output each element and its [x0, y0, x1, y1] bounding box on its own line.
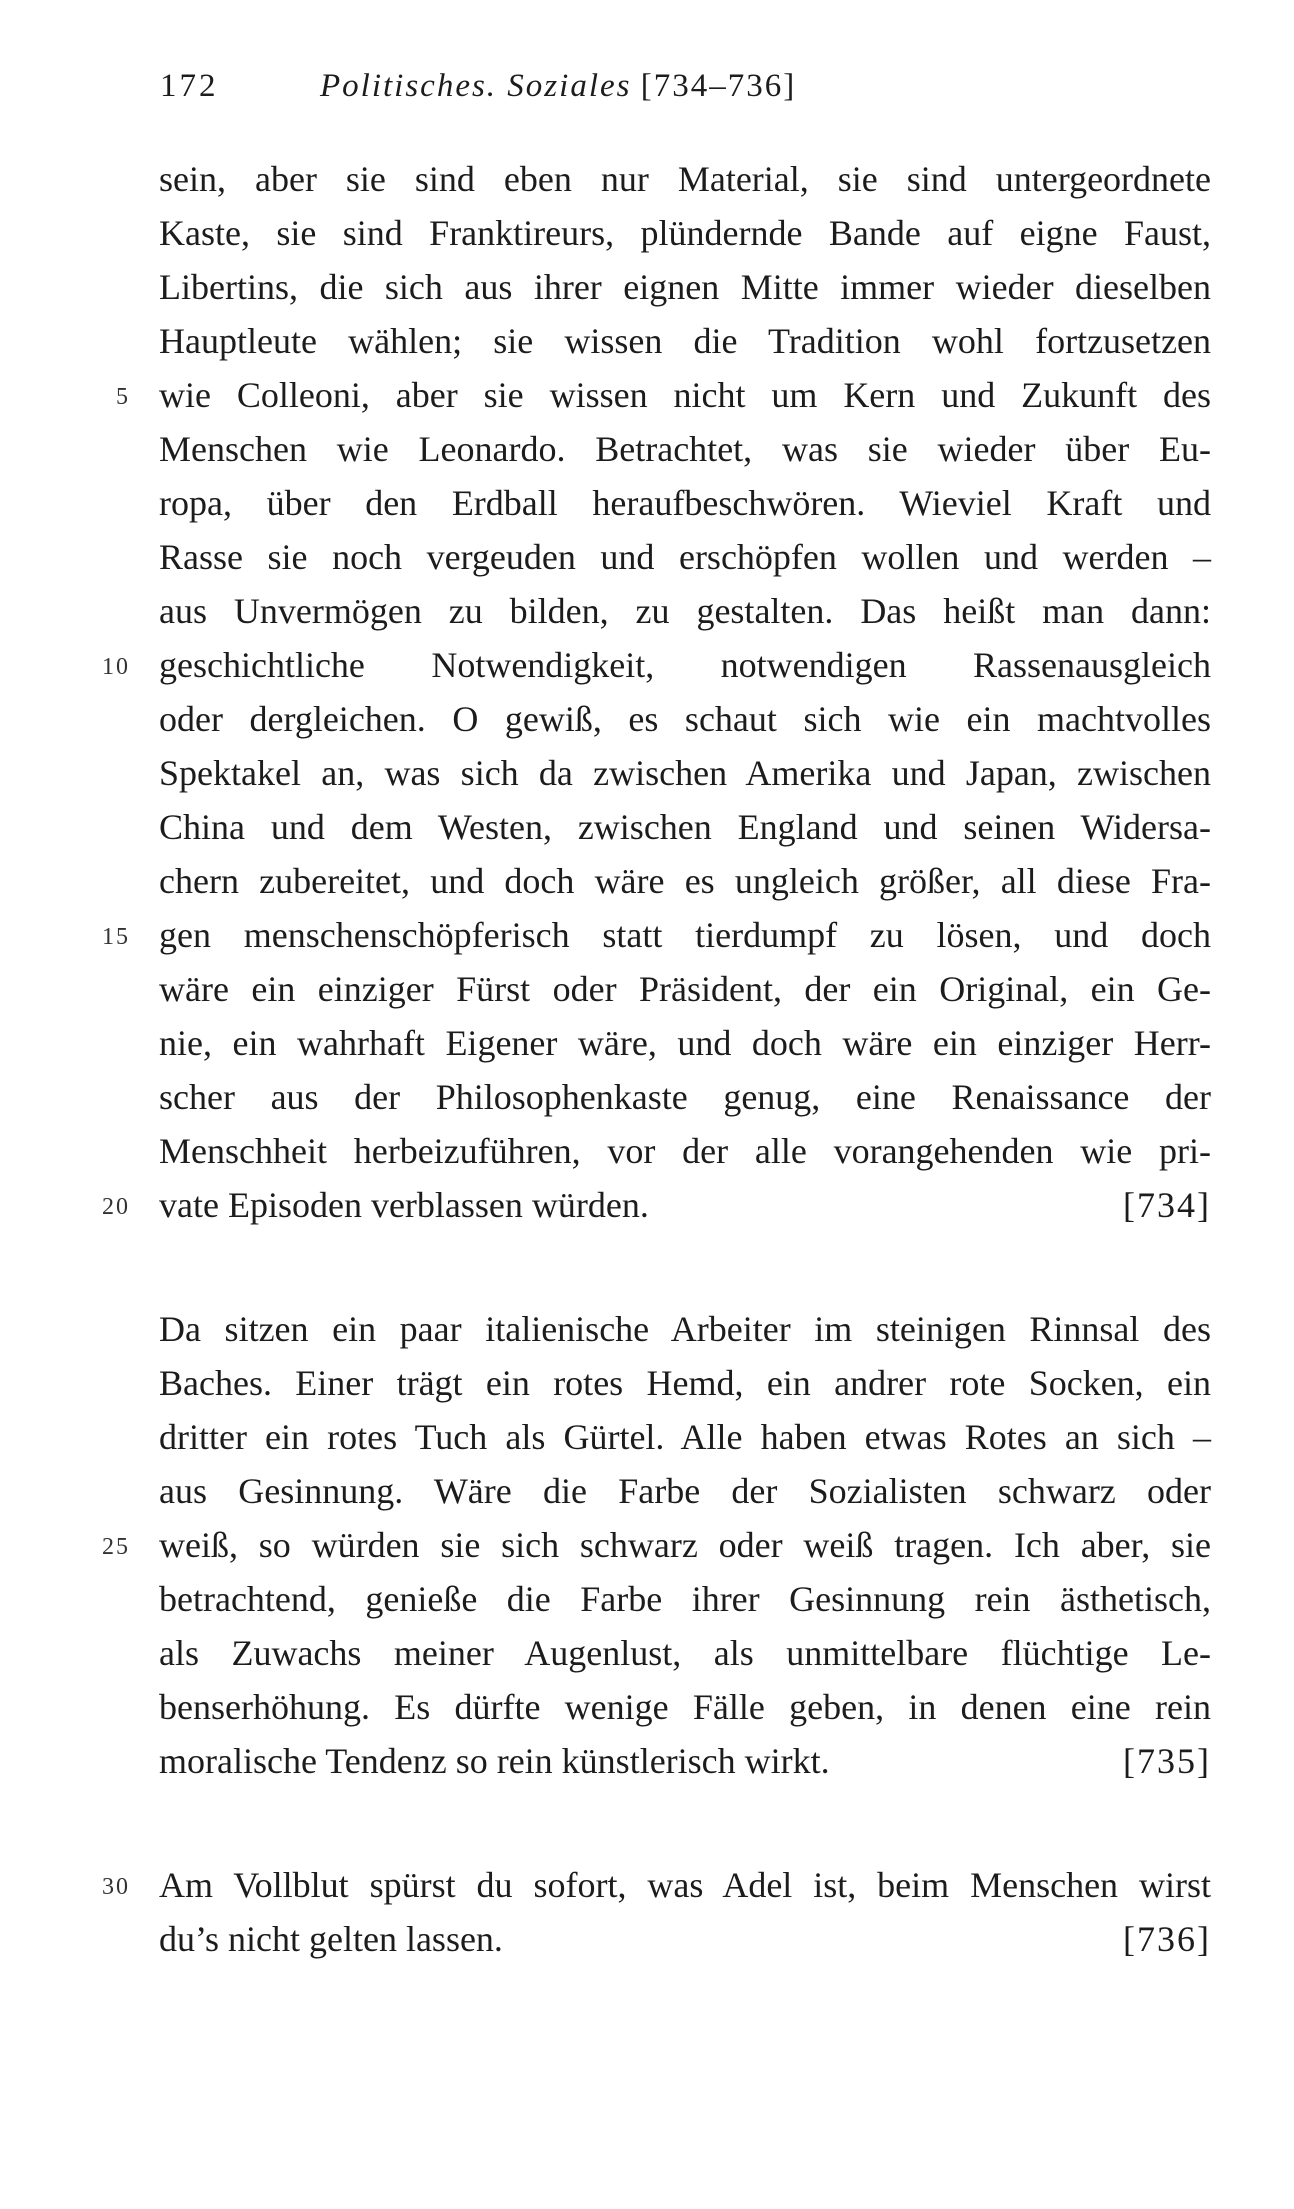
line-number: 20 [102, 1194, 130, 1220]
line-number: 5 [116, 384, 130, 410]
text-line: Kaste, sie sind Franktireurs, plündernde Bande auf eigne Faust, [159, 213, 1211, 253]
text-line-content: du’s nicht gelten lassen. [159, 1919, 503, 1959]
text-line-content: vate Episoden verblassen würden. [159, 1185, 649, 1225]
line-number: 30 [102, 1874, 130, 1900]
page-number: 172 [160, 68, 219, 104]
text-line: sein, aber sie sind eben nur Material, sie sind untergeordnete [159, 159, 1211, 199]
aphorism-number: [735] [1123, 1741, 1211, 1781]
text-line: wie Colleoni, aber sie wissen nicht um Kern und Zukunft des [159, 375, 1211, 415]
aphorism-number: [736] [1123, 1919, 1211, 1959]
text-line: ropa, über den Erdball heraufbeschwören. Wieviel Kraft und [159, 483, 1211, 523]
text-line: Menschheit herbeizuführen, vor der alle vorangehenden wie pri- [159, 1131, 1211, 1171]
text-line: China und dem Westen, zwischen England und seinen Widersa- [159, 807, 1211, 847]
text-line: dritter ein rotes Tuch als Gürtel. Alle haben etwas Rotes an sich – [159, 1417, 1211, 1457]
text-line: gen menschenschöpferisch statt tierdumpf zu lösen, und doch [159, 915, 1211, 955]
text-line: benserhöhung. Es dürfte wenige Fälle geben, in denen eine rein [159, 1687, 1211, 1727]
text-line: wäre ein einziger Fürst oder Präsident, der ein Original, ein Ge- [159, 969, 1211, 1009]
line-number: 10 [102, 654, 130, 680]
text-line: Baches. Einer trägt ein rotes Hemd, ein andrer rote Socken, ein [159, 1363, 1211, 1403]
text-line: Da sitzen ein paar italienische Arbeiter im steinigen Rinnsal des [159, 1309, 1211, 1349]
text-line: Spektakel an, was sich da zwischen Amerika und Japan, zwischen [159, 753, 1211, 793]
text-line: nie, ein wahrhaft Eigener wäre, und doch wäre ein einziger Herr- [159, 1023, 1211, 1063]
text-line: geschichtliche Notwendigkeit, notwendigen Rassenausgleich [159, 645, 1211, 685]
text-line: Libertins, die sich aus ihrer eignen Mitte immer wieder dieselben [159, 267, 1211, 307]
running-title: Politisches. Soziales [320, 68, 632, 104]
text-line: aus Gesinnung. Wäre die Farbe der Sozialisten schwarz oder [159, 1471, 1211, 1511]
text-line-content: moralische Tendenz so rein künstlerisch wirkt. [159, 1741, 830, 1781]
line-number: 15 [102, 924, 130, 950]
text-line: scher aus der Philosophenkaste genug, eine Renaissance der [159, 1077, 1211, 1117]
text-line: betrachtend, genieße die Farbe ihrer Gesinnung rein ästhetisch, [159, 1579, 1211, 1619]
text-line: Menschen wie Leonardo. Betrachtet, was sie wieder über Eu- [159, 429, 1211, 469]
text-line: oder dergleichen. O gewiß, es schaut sich wie ein machtvolles [159, 699, 1211, 739]
text-line: als Zuwachs meiner Augenlust, als unmittelbare flüchtige Le- [159, 1633, 1211, 1673]
text-line [159, 1178, 1211, 1232]
text-line: chern zubereitet, und doch wäre es ungleich größer, all diese Fra- [159, 861, 1211, 901]
section-range: [734–736] [640, 68, 797, 104]
text-line: aus Unvermögen zu bilden, zu gestalten. Das heißt man dann: [159, 591, 1211, 631]
line-number: 25 [102, 1534, 130, 1560]
text-line [159, 1912, 1211, 1966]
text-line: weiß, so würden sie sich schwarz oder weiß tragen. Ich aber, sie [159, 1525, 1211, 1565]
aphorism-number: [734] [1123, 1185, 1211, 1225]
text-line: Rasse sie noch vergeuden und erschöpfen wollen und werden – [159, 537, 1211, 577]
text-line: Am Vollblut spürst du sofort, was Adel ist, beim Menschen wirst [159, 1865, 1211, 1905]
page-header [160, 68, 796, 118]
text-line [159, 1734, 1211, 1788]
text-line: Hauptleute wählen; sie wissen die Tradition wohl fortzusetzen [159, 321, 1211, 361]
